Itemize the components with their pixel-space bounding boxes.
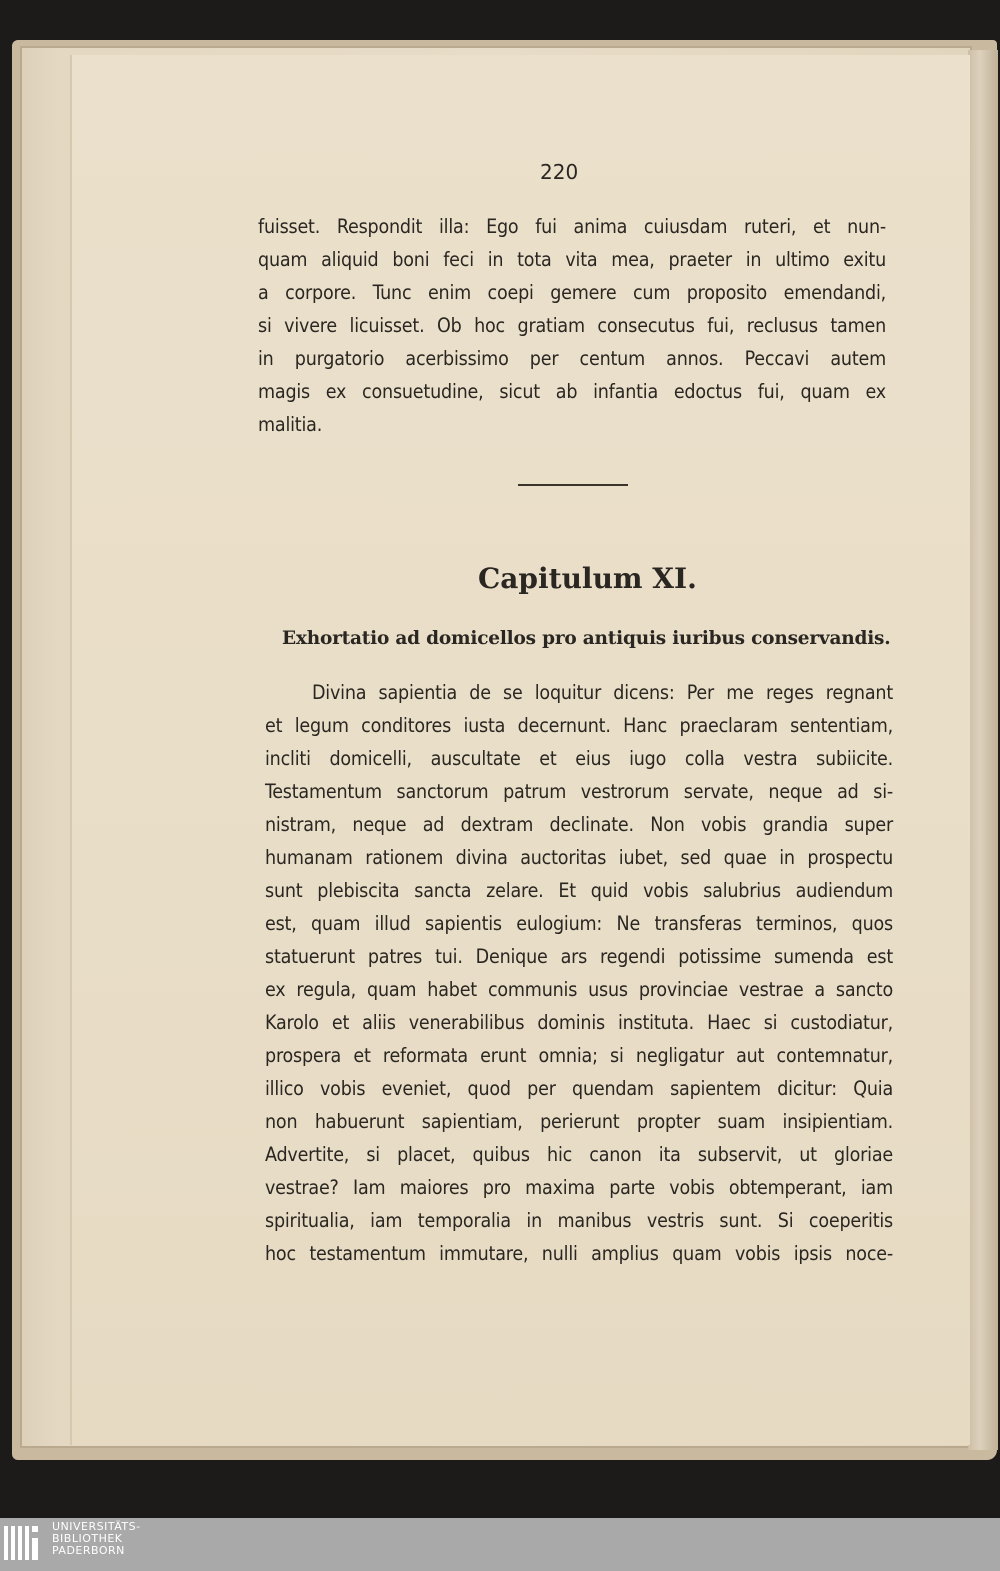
text-line: si vivere licuisset. Ob hoc gratiam consecutus fui, reclusus tamen bbox=[258, 314, 886, 337]
library-logo-icon bbox=[4, 1524, 44, 1564]
text-line: Testamentum sanctorum patrum vestrorum servate, neque ad si- bbox=[265, 780, 893, 803]
facing-page-edge bbox=[968, 50, 998, 1450]
text-line: magis ex consuetudine, sicut ab infantia edoctus fui, quam ex bbox=[258, 380, 886, 403]
text-line: Karolo et aliis venerabilibus dominis instituta. Haec si custodiatur, bbox=[265, 1011, 893, 1034]
text-line: ex regula, quam habet communis usus provinciae vestrae a sancto bbox=[265, 978, 893, 1001]
continued-paragraph bbox=[258, 210, 886, 441]
text-line: incliti domicelli, auscultate et eius iugo colla vestra subiicite. bbox=[265, 747, 893, 770]
text-line: sunt plebiscita sancta zelare. Et quid vobis salubrius audiendum bbox=[265, 879, 893, 902]
text-line: humanam rationem divina auctoritas iubet, sed quae in prospectu bbox=[265, 846, 893, 869]
chapter-subtitle: Exhortatio ad domicellos pro antiquis iuribus conservandis. bbox=[282, 628, 891, 649]
text-line: quam aliquid boni feci in tota vita mea, praeter in ultimo exitu bbox=[258, 248, 886, 271]
text-line: malitia. bbox=[258, 413, 323, 436]
text-line: et legum conditores iusta decernunt. Hanc praeclaram sententiam, bbox=[265, 714, 893, 737]
library-name bbox=[52, 1521, 141, 1557]
footer-bar bbox=[0, 1518, 1000, 1571]
text-line: est, quam illud sapientis eulogium: Ne transferas terminos, quos bbox=[265, 912, 893, 935]
text-line: fuisset. Respondit illa: Ego fui anima cuiusdam ruteri, et nun- bbox=[258, 215, 886, 238]
text-line: in purgatorio acerbissimo per centum annos. Peccavi autem bbox=[258, 347, 886, 370]
library-name-line: UNIVERSITÄTS- bbox=[52, 1520, 141, 1533]
text-line: non habuerunt sapientiam, perierunt propter suam insipientiam. bbox=[265, 1110, 893, 1133]
text-line: hoc testamentum immutare, nulli amplius quam vobis ipsis noce- bbox=[265, 1242, 893, 1265]
text-line: statuerunt patres tui. Denique ars regendi potissime sumenda est bbox=[265, 945, 893, 968]
text-line: vestrae? Iam maiores pro maxima parte vobis obtemperant, iam bbox=[265, 1176, 893, 1199]
library-name-line: PADERBORN bbox=[52, 1544, 125, 1557]
text-line: Advertite, si placet, quibus hic canon ita subservit, ut gloriae bbox=[265, 1143, 893, 1166]
section-divider bbox=[518, 484, 628, 486]
text-line: spiritualia, iam temporalia in manibus vestris sunt. Si coeperitis bbox=[265, 1209, 893, 1232]
text-line: a corpore. Tunc enim coepi gemere cum proposito emendandi, bbox=[258, 281, 886, 304]
chapter-title: Capitulum XI. bbox=[478, 562, 697, 595]
page-number: 220 bbox=[540, 160, 579, 184]
text-line: illico vobis eveniet, quod per quendam sapientem dicitur: Quia bbox=[265, 1077, 893, 1100]
library-name-line: BIBLIOTHEK bbox=[52, 1532, 123, 1545]
text-line: nistram, neque ad dextram declinate. Non vobis grandia super bbox=[265, 813, 893, 836]
text-line: prospera et reformata erunt omnia; si negligatur aut contemnatur, bbox=[265, 1044, 893, 1067]
text-line: Divina sapientia de se loquitur dicens: Per me reges regnant bbox=[312, 681, 893, 704]
chapter-paragraph bbox=[265, 676, 893, 1270]
